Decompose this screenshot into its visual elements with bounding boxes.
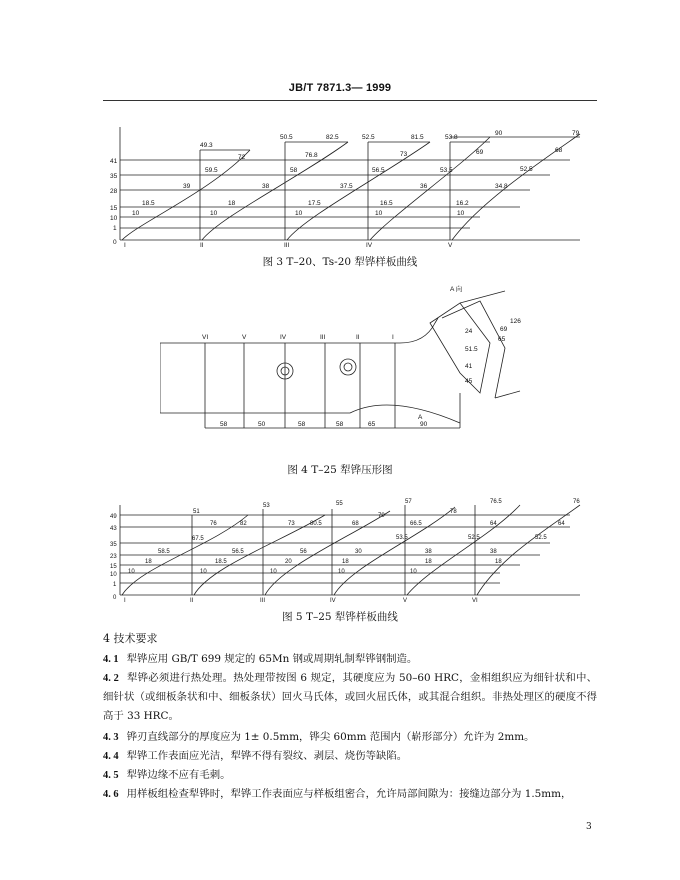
svg-text:34.8: 34.8 [495, 183, 508, 190]
svg-text:69: 69 [500, 326, 508, 333]
svg-text:17.5: 17.5 [308, 200, 321, 207]
svg-text:A 向: A 向 [450, 286, 463, 293]
svg-text:66.5: 66.5 [410, 521, 422, 527]
clause-4-3: 4. 3 铧刃直线部分的厚度应为 1± 0.5mm，铧尖 60mm 范围内（崭形部分）允许为 2mm。 [103, 731, 535, 743]
svg-text:V: V [448, 242, 453, 249]
svg-text:52.5: 52.5 [535, 535, 547, 541]
svg-text:58: 58 [298, 421, 306, 428]
svg-text:10: 10 [132, 210, 140, 217]
svg-text:56: 56 [300, 549, 307, 555]
svg-text:I: I [392, 334, 394, 341]
svg-text:58.5: 58.5 [158, 549, 170, 555]
svg-text:10: 10 [375, 210, 383, 217]
svg-text:VI: VI [202, 334, 209, 341]
svg-text:18: 18 [342, 559, 349, 565]
svg-text:58: 58 [220, 421, 228, 428]
svg-text:41: 41 [110, 158, 118, 165]
svg-text:0: 0 [113, 595, 117, 601]
svg-text:82: 82 [240, 521, 247, 527]
svg-text:76.8: 76.8 [305, 152, 318, 159]
svg-text:64: 64 [490, 521, 497, 527]
svg-text:49: 49 [110, 514, 117, 520]
svg-text:IV: IV [366, 242, 373, 249]
svg-text:52.5: 52.5 [362, 134, 375, 141]
svg-text:52.5: 52.5 [520, 166, 533, 173]
svg-text:65: 65 [368, 421, 376, 428]
svg-text:39: 39 [183, 183, 191, 190]
svg-text:10: 10 [338, 569, 345, 575]
svg-text:II: II [200, 242, 204, 249]
svg-text:III: III [260, 598, 266, 604]
svg-text:III: III [284, 242, 290, 249]
svg-text:10: 10 [457, 210, 465, 217]
svg-text:VI: VI [472, 598, 478, 604]
svg-text:80.5: 80.5 [310, 521, 322, 527]
figure-4-caption: 图 4 T–25 犁铧压形图 [287, 464, 393, 476]
svg-text:73: 73 [400, 151, 408, 158]
svg-text:69: 69 [476, 149, 484, 156]
svg-text:18: 18 [495, 559, 502, 565]
svg-text:79: 79 [572, 130, 580, 137]
svg-text:76: 76 [573, 499, 580, 505]
svg-text:24: 24 [465, 328, 473, 335]
svg-text:82.5: 82.5 [326, 134, 339, 141]
svg-text:126: 126 [510, 318, 521, 325]
svg-text:76: 76 [210, 521, 217, 527]
section-4-title: 4 技术要求 [103, 632, 158, 645]
svg-text:10: 10 [128, 569, 135, 575]
svg-text:79: 79 [378, 513, 385, 519]
svg-text:IV: IV [280, 334, 287, 341]
svg-text:55: 55 [336, 501, 343, 507]
svg-text:58: 58 [336, 421, 344, 428]
svg-text:57: 57 [405, 499, 412, 505]
svg-text:16.2: 16.2 [456, 200, 469, 207]
svg-text:II: II [356, 334, 360, 341]
svg-text:90: 90 [495, 130, 503, 137]
svg-text:18: 18 [425, 559, 432, 565]
svg-text:53.5: 53.5 [440, 167, 453, 174]
svg-text:0: 0 [113, 239, 117, 246]
svg-text:90: 90 [420, 421, 428, 428]
svg-text:67.5: 67.5 [192, 536, 204, 542]
svg-text:38: 38 [262, 183, 270, 190]
svg-text:49.3: 49.3 [200, 142, 213, 149]
svg-text:10: 10 [295, 210, 303, 217]
svg-text:16.5: 16.5 [380, 200, 393, 207]
page-header: JB/T 7871.3— 1999 [288, 82, 392, 94]
figure-5-template-curves [100, 497, 600, 605]
clause-4-2: 4. 2 犁铧必须进行热处理。热处理带按图 6 规定，其硬度应为 50–60 HRC，金相组织应为细针状和中、细针状（或细板条状和中、细板条状）回火马氏体，或回火屈氏体，或其混合组织。非热处理区的硬度不得高于 33 HRC。 [103, 672, 597, 722]
svg-text:50: 50 [258, 421, 266, 428]
svg-text:65: 65 [498, 336, 506, 343]
clause-4-5: 4. 5 犁铧边缘不应有毛刺。 [103, 769, 231, 781]
svg-text:18.5: 18.5 [142, 200, 155, 207]
svg-text:V: V [242, 334, 247, 341]
svg-text:56.5: 56.5 [232, 549, 244, 555]
svg-text:43: 43 [110, 526, 117, 532]
svg-text:52.5: 52.5 [468, 535, 480, 541]
svg-text:III: III [320, 334, 326, 341]
svg-text:IV: IV [330, 598, 336, 604]
svg-text:10: 10 [410, 569, 417, 575]
svg-text:56.5: 56.5 [372, 167, 385, 174]
svg-text:28: 28 [110, 188, 118, 195]
svg-text:35: 35 [110, 542, 117, 548]
svg-text:72: 72 [238, 154, 246, 161]
svg-text:10: 10 [110, 215, 118, 222]
svg-text:58: 58 [290, 167, 298, 174]
svg-text:20: 20 [285, 559, 292, 565]
figure-5-caption: 图 5 T–25 犁铧样板曲线 [282, 611, 398, 623]
svg-text:51: 51 [193, 509, 200, 515]
figure-3-template-curves [100, 122, 600, 250]
svg-text:53.5: 53.5 [396, 535, 408, 541]
svg-text:35: 35 [110, 173, 118, 180]
svg-text:37.5: 37.5 [340, 183, 353, 190]
svg-text:18: 18 [228, 200, 236, 207]
svg-text:18: 18 [145, 559, 152, 565]
header-rule [103, 100, 597, 101]
svg-text:38: 38 [425, 549, 432, 555]
svg-text:15: 15 [110, 205, 118, 212]
svg-text:59.5: 59.5 [205, 167, 218, 174]
svg-text:10: 10 [200, 569, 207, 575]
svg-text:II: II [190, 598, 194, 604]
svg-text:68: 68 [555, 147, 563, 154]
svg-text:73: 73 [288, 521, 295, 527]
svg-text:I: I [124, 242, 126, 249]
clause-4-1: 4. 1 犁铧应用 GB/T 699 规定的 65Mn 钢或周期轧制犁铧钢制造。 [103, 653, 418, 665]
svg-text:38: 38 [490, 549, 497, 555]
svg-text:68: 68 [352, 521, 359, 527]
svg-text:V: V [403, 598, 408, 604]
svg-text:23: 23 [110, 554, 117, 560]
clause-4-4: 4. 4 犁铧工作表面应光洁，犁铧不得有裂纹、剥层、烧伤等缺陷。 [103, 750, 408, 762]
svg-text:1: 1 [113, 582, 117, 588]
svg-text:18.5: 18.5 [215, 559, 227, 565]
figure-4-share-shape [160, 283, 540, 443]
svg-text:1: 1 [113, 225, 117, 232]
svg-text:30: 30 [355, 549, 362, 555]
svg-text:64: 64 [558, 521, 565, 527]
svg-text:41: 41 [465, 363, 473, 370]
svg-text:I: I [124, 598, 126, 604]
figure-3-caption: 图 3 T–20、Ts-20 犁铧样板曲线 [262, 256, 418, 268]
svg-text:10: 10 [270, 569, 277, 575]
svg-text:53: 53 [263, 503, 270, 509]
svg-text:45: 45 [465, 378, 473, 385]
svg-text:A: A [418, 414, 423, 421]
svg-text:10: 10 [110, 572, 117, 578]
svg-text:50.5: 50.5 [280, 134, 293, 141]
svg-text:81.5: 81.5 [411, 134, 424, 141]
svg-text:10: 10 [210, 210, 218, 217]
svg-text:76.5: 76.5 [490, 499, 502, 505]
page-number: 3 [586, 822, 592, 832]
svg-text:78: 78 [450, 509, 457, 515]
svg-text:15: 15 [110, 564, 117, 570]
svg-text:51.5: 51.5 [465, 346, 478, 353]
svg-text:36: 36 [420, 183, 428, 190]
clause-4-6: 4. 6 用样板组检查犁铧时，犁铧工作表面应与样板组密合，允许局部间隙为：接缝边部分为 1.5mm， [103, 788, 572, 800]
svg-text:53.8: 53.8 [445, 134, 458, 141]
